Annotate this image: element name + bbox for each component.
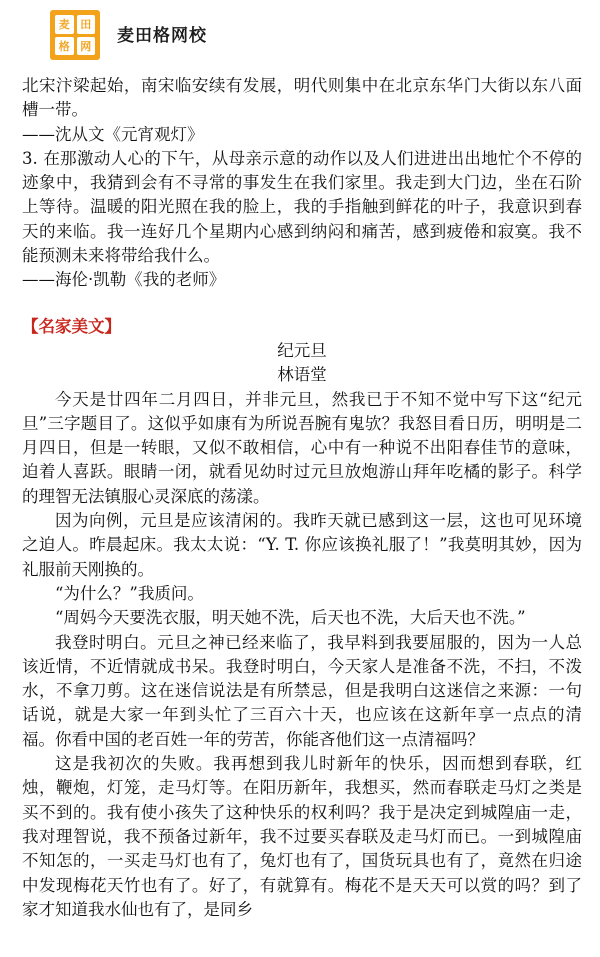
article-paragraph: 今天是廿四年二月四日，并非元旦，然我已于不知不觉中写下这“纪元旦”三字题目了。这似乎如康有为所说吾腕有鬼欤？我怒目看日历，明明是二月四日，但是一转眼，又似不敢相信，心中有一种说不出阳春佳节的意味，迫着人喜跃。眼睛一闭，就看见幼时过元旦放炮游山拜年吃橘的影子。科学的理智无法镇服心灵深底的荡漾。 <box>22 389 582 506</box>
document-body <box>22 74 582 922</box>
article-paragraph: 因为向例，元旦是应该清闲的。我昨天就已感到这一层，这也可见环境之迫人。昨晨起床。我太太说：“Y. T. 你应该换礼服了！”我莫明其妙，因为礼服前天刚换的。 <box>22 511 582 579</box>
article-paragraph: 我登时明白。元旦之神已经来临了，我早料到我要屈服的，因为一人总该近情，不近情就成书呆。我登时明白，今天家人是准备不洗，不扫，不泼水，不拿刀剪。这在迷信说法是有所禁忌，但是我明白这迷信之来源：一句话说，就是大家一年到头忙了三百六十天，也应该在这新年享一点点的清福。你看中国的老百姓一年的劳苦，你能吝他们这一点清福吗？ <box>22 632 582 749</box>
article-paragraph: “为什么？”我质问。 <box>55 583 204 603</box>
logo-char: 格 <box>55 37 74 56</box>
header-bar <box>0 0 600 72</box>
excerpt-attribution: ——海伦·凯勒《我的老师》 <box>22 270 226 290</box>
spacer <box>22 293 582 315</box>
logo-char: 网 <box>77 37 96 56</box>
article-author: 林语堂 <box>277 365 327 385</box>
section-tag: 【名家美文】 <box>22 316 121 336</box>
logo-char: 麦 <box>55 15 74 34</box>
article-paragraph: “周妈今天要洗衣服，明天她不洗，后天也不洗，大后天也不洗。” <box>55 608 526 628</box>
site-logo[interactable] <box>50 10 100 60</box>
article-title: 纪元旦 <box>277 340 327 360</box>
excerpt-attribution: ——沈从文《元宵观灯》 <box>22 124 204 144</box>
excerpt-text: 北宋汴梁起始，南宋临安续有发展，明代则集中在北京东华门大街以东八面槽一带。 <box>22 76 582 120</box>
site-name: 麦田格网校 <box>117 26 207 46</box>
article-paragraph: 这是我初次的失败。我再想到我儿时新年的快乐，因而想到春联，红烛，鞭炮，灯笼，走马灯等。在阳历新年，我想买，然而春联走马灯之类是买不到的。我有使小孩失了这种快乐的权利吗？我于是决定到城隍庙一走，我对理智说，我不预备过新年，我不过要买春联及走马灯而已。一到城隍庙不知怎的，一买走马灯也有了，兔灯也有了，国货玩具也有了，竟然在归途中发现梅花天竹也有了。好了，有就算有。梅花不是天天可以赏的吗？到了家才知道我水仙也有了，是同乡 <box>22 754 582 919</box>
logo-char: 田 <box>77 15 96 34</box>
excerpt-text: 3. 在那激动人心的下午，从母亲示意的动作以及人们进进出出地忙个不停的迹象中，我猜到会有不寻常的事发生在我们家里。我走到大门边，坐在石阶上等待。温暖的阳光照在我的脸上，我的手指触到鲜花的叶子，我意识到春天的来临。我一连好几个星期内心感到纳闷和痛苦，感到疲倦和寂寞。我不能预测未来将带给我什么。 <box>22 148 582 266</box>
